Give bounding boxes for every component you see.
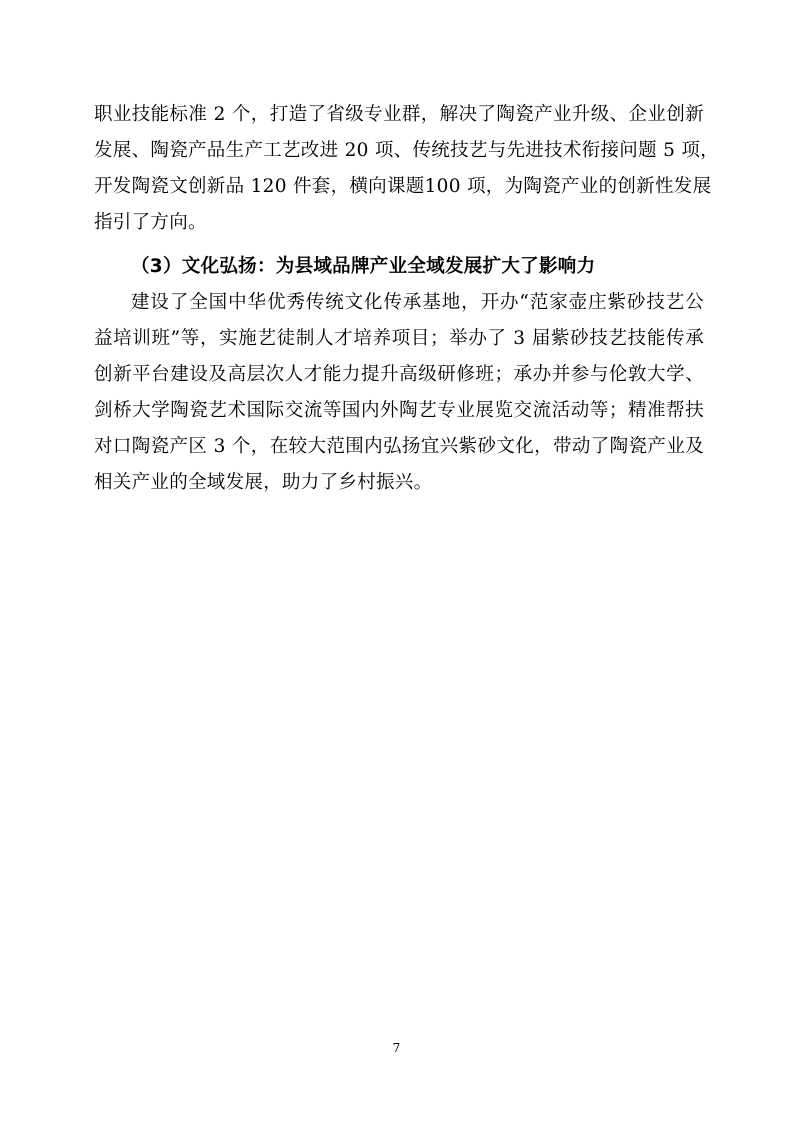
text-line: 发展、陶瓷产品生产工艺改进 20 项、传统技艺与先进技术衔接问题 5 项， <box>94 140 719 161</box>
text-line: 相关产业的全域发展，助力了乡村振兴。 <box>94 472 433 493</box>
page-number: 7 <box>392 1041 401 1055</box>
text-line: 创新平台建设及高层次人才能力提升高级研修班；承办并参与伦敦大学、 <box>94 364 704 385</box>
text-line: 开发陶瓷文创新品 120 件套，横向课题100 项，为陶瓷产业的创新性发展 <box>94 176 712 197</box>
section-heading: （3）文化弘扬：为县域品牌产业全域发展扩大了影响力 <box>131 256 596 277</box>
text-line: 建设了全国中华优秀传统文化传承基地，开办“范家壶庄紫砂技艺公 <box>131 292 704 313</box>
text-line: 剑桥大学陶瓷艺术国际交流等国内外陶艺专业展览交流活动等；精准帮扶 <box>94 400 704 421</box>
text-line: 指引了方向。 <box>94 212 207 233</box>
text-line: 对口陶瓷产区 3 个，在较大范围内弘扬宜兴紫砂文化，带动了陶瓷产业及 <box>94 436 704 457</box>
text-line: 职业技能标准 2 个，打造了省级专业群，解决了陶瓷产业升级、企业创新 <box>94 104 704 125</box>
text-line: 益培训班”等，实施艺徒制人才培养项目；举办了 3 届紫砂技艺技能传承 <box>94 328 704 349</box>
